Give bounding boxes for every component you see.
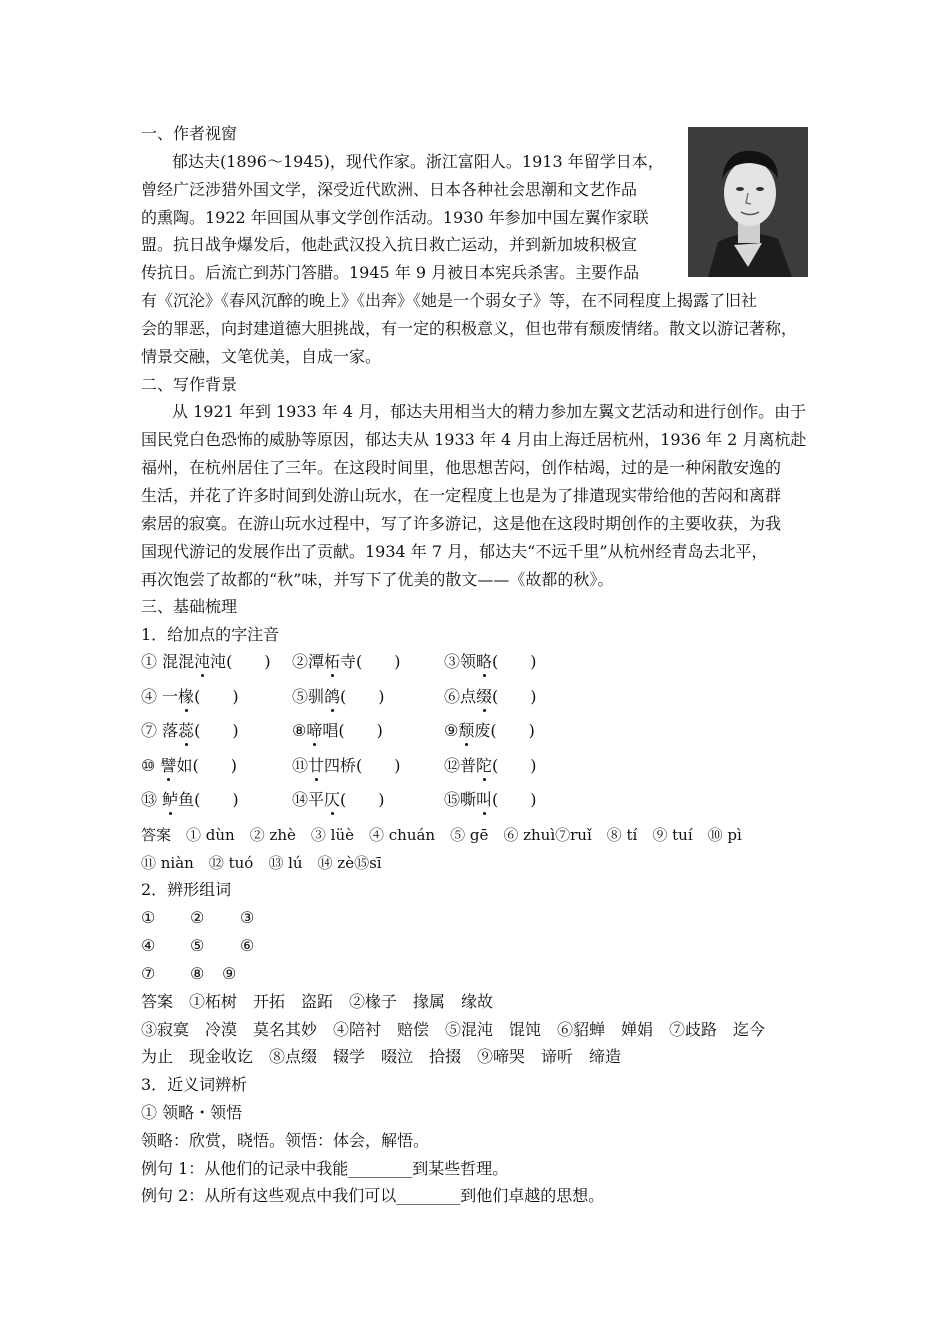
- pinyin-item-prefix: ⑬: [141, 790, 163, 809]
- pinyin-question-item: [141, 756, 237, 776]
- dotted-character: 颓: [458, 721, 475, 740]
- pinyin-question-item: [444, 652, 537, 672]
- pinyin-item-suffix: 沌( ): [210, 652, 271, 671]
- background-text-line: 索居的寂寞。在游山玩水过程中，写了许多游记，这是他在这段时期创作的主要收获，为我: [141, 514, 782, 533]
- dotted-character: 椽: [178, 687, 195, 706]
- pinyin-item-prefix: ⑩: [141, 756, 161, 775]
- answer-line: 答案 ①柘树 开拓 盗跖 ②椽子 掾属 缘故: [141, 992, 494, 1011]
- author-text-line: 郁达夫(1896～1945)，现代作家。浙江富阳人。1913 年留学日本，: [172, 152, 664, 171]
- dotted-character: 啼: [306, 721, 323, 740]
- background-text-line: 再次饱尝了故都的“秋”味，并写下了优美的散文——《故都的秋》。: [141, 570, 614, 589]
- pinyin-item-prefix: ②潭: [292, 652, 325, 671]
- question-title: 1．给加点的字注音: [141, 625, 280, 644]
- form-item-label: ①: [141, 908, 156, 927]
- background-text-line: 生活，并花了许多时间到处游山玩水，在一定程度上也是为了排遣现实带给他的苦闷和离群: [141, 486, 782, 505]
- pinyin-question-item: [444, 790, 537, 810]
- author-text-line: 的熏陶。1922 年回国从事文学创作活动。1930 年参加中国左翼作家联: [141, 208, 649, 227]
- author-portrait: [688, 127, 808, 277]
- section-heading-author: 一、作者视窗: [141, 124, 238, 143]
- pinyin-item-suffix: 如( ): [176, 756, 237, 775]
- pinyin-item-suffix: 唱( ): [322, 721, 383, 740]
- form-item-label: ②: [190, 908, 205, 927]
- pinyin-item-prefix: ⑭平: [292, 790, 325, 809]
- pinyin-item-prefix: ⑪: [292, 756, 309, 775]
- dotted-character: 缀: [476, 687, 493, 706]
- pinyin-item-suffix: 废( ): [474, 721, 535, 740]
- pinyin-item-suffix: ( ): [194, 687, 239, 706]
- dotted-character: 廿: [308, 756, 325, 775]
- form-item-label: ⑤: [190, 936, 205, 955]
- pinyin-question-item: [141, 652, 271, 672]
- pinyin-item-suffix: ( ): [194, 721, 239, 740]
- pinyin-question-item: [292, 652, 401, 672]
- synonym-pair: ① 领略・领悟: [141, 1103, 243, 1122]
- author-text-line: 盟。抗日战争爆发后，他赴武汉投入抗日救亡运动，并到新加坡积极宣: [141, 235, 638, 254]
- author-text-line: 曾经广泛涉猎外国文学，深受近代欧洲、日本各种社会思潮和文艺作品: [141, 180, 638, 199]
- pinyin-item-prefix: ⑦ 落: [141, 721, 179, 740]
- question-title: 3．近义词辨析: [141, 1075, 248, 1094]
- pinyin-question-item: [292, 756, 401, 776]
- pinyin-question-item: [141, 687, 239, 707]
- pinyin-question-item: [292, 687, 385, 707]
- dotted-character: 叫: [476, 790, 493, 809]
- author-text-line: 有《沉沦》《春风沉醉的晚上》《出奔》《她是一个弱女子》等，在不同程度上揭露了旧社: [141, 291, 758, 310]
- dotted-character: 柘: [324, 652, 341, 671]
- form-item-label: ⑧: [190, 964, 205, 983]
- pinyin-question-item: [292, 790, 385, 810]
- question-title: 2．辨形组词: [141, 880, 232, 899]
- author-text-line: 会的罪恶，向封建道德大胆挑战，有一定的积极意义，但也带有颓废情绪。散文以游记著称，: [141, 319, 798, 338]
- pinyin-item-suffix: ( ): [492, 652, 537, 671]
- dotted-character: 蕊: [178, 721, 195, 740]
- form-item-label: ⑥: [240, 936, 255, 955]
- pinyin-item-suffix: ( ): [340, 790, 385, 809]
- pinyin-item-prefix: ⑨: [444, 721, 459, 740]
- pinyin-item-prefix: ⑥点: [444, 687, 477, 706]
- form-item-label: ⑦: [141, 964, 156, 983]
- pinyin-item-prefix: ⑮嘶: [444, 790, 477, 809]
- pinyin-item-suffix: 寺( ): [340, 652, 401, 671]
- example-sentence: 例句 1：从他们的记录中我能________到某些哲理。: [141, 1159, 509, 1178]
- background-text-line: 国现代游记的发展作出了贡献。1934 年 7 月，郁达夫“不远千里”从杭州经青岛去北平，: [141, 542, 768, 561]
- section-heading-basics: 三、基础梳理: [141, 597, 238, 616]
- pinyin-item-prefix: ① 混混: [141, 652, 195, 671]
- example-sentence: 例句 2：从所有这些观点中我们可以________到他们卓越的思想。: [141, 1186, 605, 1205]
- pinyin-question-item: [444, 721, 535, 741]
- answer-line: 答案 ① dùn ② zhè ③ lüè ④ chuán ⑤ gē ⑥ zhuì⑦ruǐ ⑧ tí ⑨ tuí ⑩ pì: [141, 826, 742, 844]
- pinyin-item-suffix: ( ): [492, 756, 537, 775]
- dotted-character: 略: [476, 652, 493, 671]
- pinyin-item-prefix: ③领: [444, 652, 477, 671]
- pinyin-item-prefix: ⑫普: [444, 756, 477, 775]
- dotted-character: 譬: [160, 756, 177, 775]
- synonym-definition: 领略：欣赏，晓悟。领悟：体会，解悟。: [141, 1131, 430, 1150]
- pinyin-item-suffix: ( ): [492, 687, 537, 706]
- form-item-label: ④: [141, 936, 156, 955]
- dotted-character: 仄: [324, 790, 341, 809]
- answer-line: ⑪ niàn ⑫ tuó ⑬ lú ⑭ zè⑮sī: [141, 854, 382, 872]
- pinyin-item-prefix: ④ 一: [141, 687, 179, 706]
- section-heading-background: 二、写作背景: [141, 375, 238, 394]
- answer-line: 为止 现金收讫 ⑧点缀 辍学 啜泣 拾掇 ⑨啼哭 谛听 缔造: [141, 1047, 622, 1066]
- pinyin-item-prefix: ⑧: [292, 721, 307, 740]
- background-text-line: 福州，在杭州居住了三年。在这段时间里，他思想苦闷，创作枯竭，过的是一种闲散安逸的: [141, 458, 782, 477]
- pinyin-question-item: [444, 687, 537, 707]
- author-text-line: 情景交融，文笔优美，自成一家。: [141, 347, 382, 366]
- author-text-line: 传抗日。后流亡到苏门答腊。1945 年 9 月被日本宪兵杀害。主要作品: [141, 263, 640, 282]
- answer-line: ③寂寞 冷漠 莫名其妙 ④陪衬 赔偿 ⑤混沌 馄饨 ⑥貂蝉 婵娟 ⑦歧路 迄今: [141, 1020, 766, 1039]
- pinyin-question-item: [444, 756, 537, 776]
- pinyin-question-item: [141, 790, 239, 810]
- pinyin-item-suffix: 四桥( ): [324, 756, 401, 775]
- background-text-line: 从 1921 年到 1933 年 4 月，郁达夫用相当大的精力参加左翼文艺活动和进行创作。由于: [172, 402, 807, 421]
- pinyin-item-suffix: ( ): [492, 790, 537, 809]
- pinyin-question-item: [141, 721, 239, 741]
- pinyin-item-suffix: ( ): [340, 687, 385, 706]
- pinyin-question-item: [292, 721, 383, 741]
- form-item-label: ③: [240, 908, 255, 927]
- dotted-character: 沌: [194, 652, 211, 671]
- dotted-character: 陀: [476, 756, 493, 775]
- form-item-label: ⑨: [222, 964, 237, 983]
- pinyin-item-suffix: 鱼( ): [178, 790, 239, 809]
- pinyin-item-prefix: ⑤驯: [292, 687, 325, 706]
- dotted-character: 鸽: [324, 687, 341, 706]
- background-text-line: 国民党白色恐怖的威胁等原因，郁达夫从 1933 年 4 月由上海迁居杭州，1936 年 2 月离杭赴: [141, 430, 807, 449]
- dotted-character: 鲈: [162, 790, 179, 809]
